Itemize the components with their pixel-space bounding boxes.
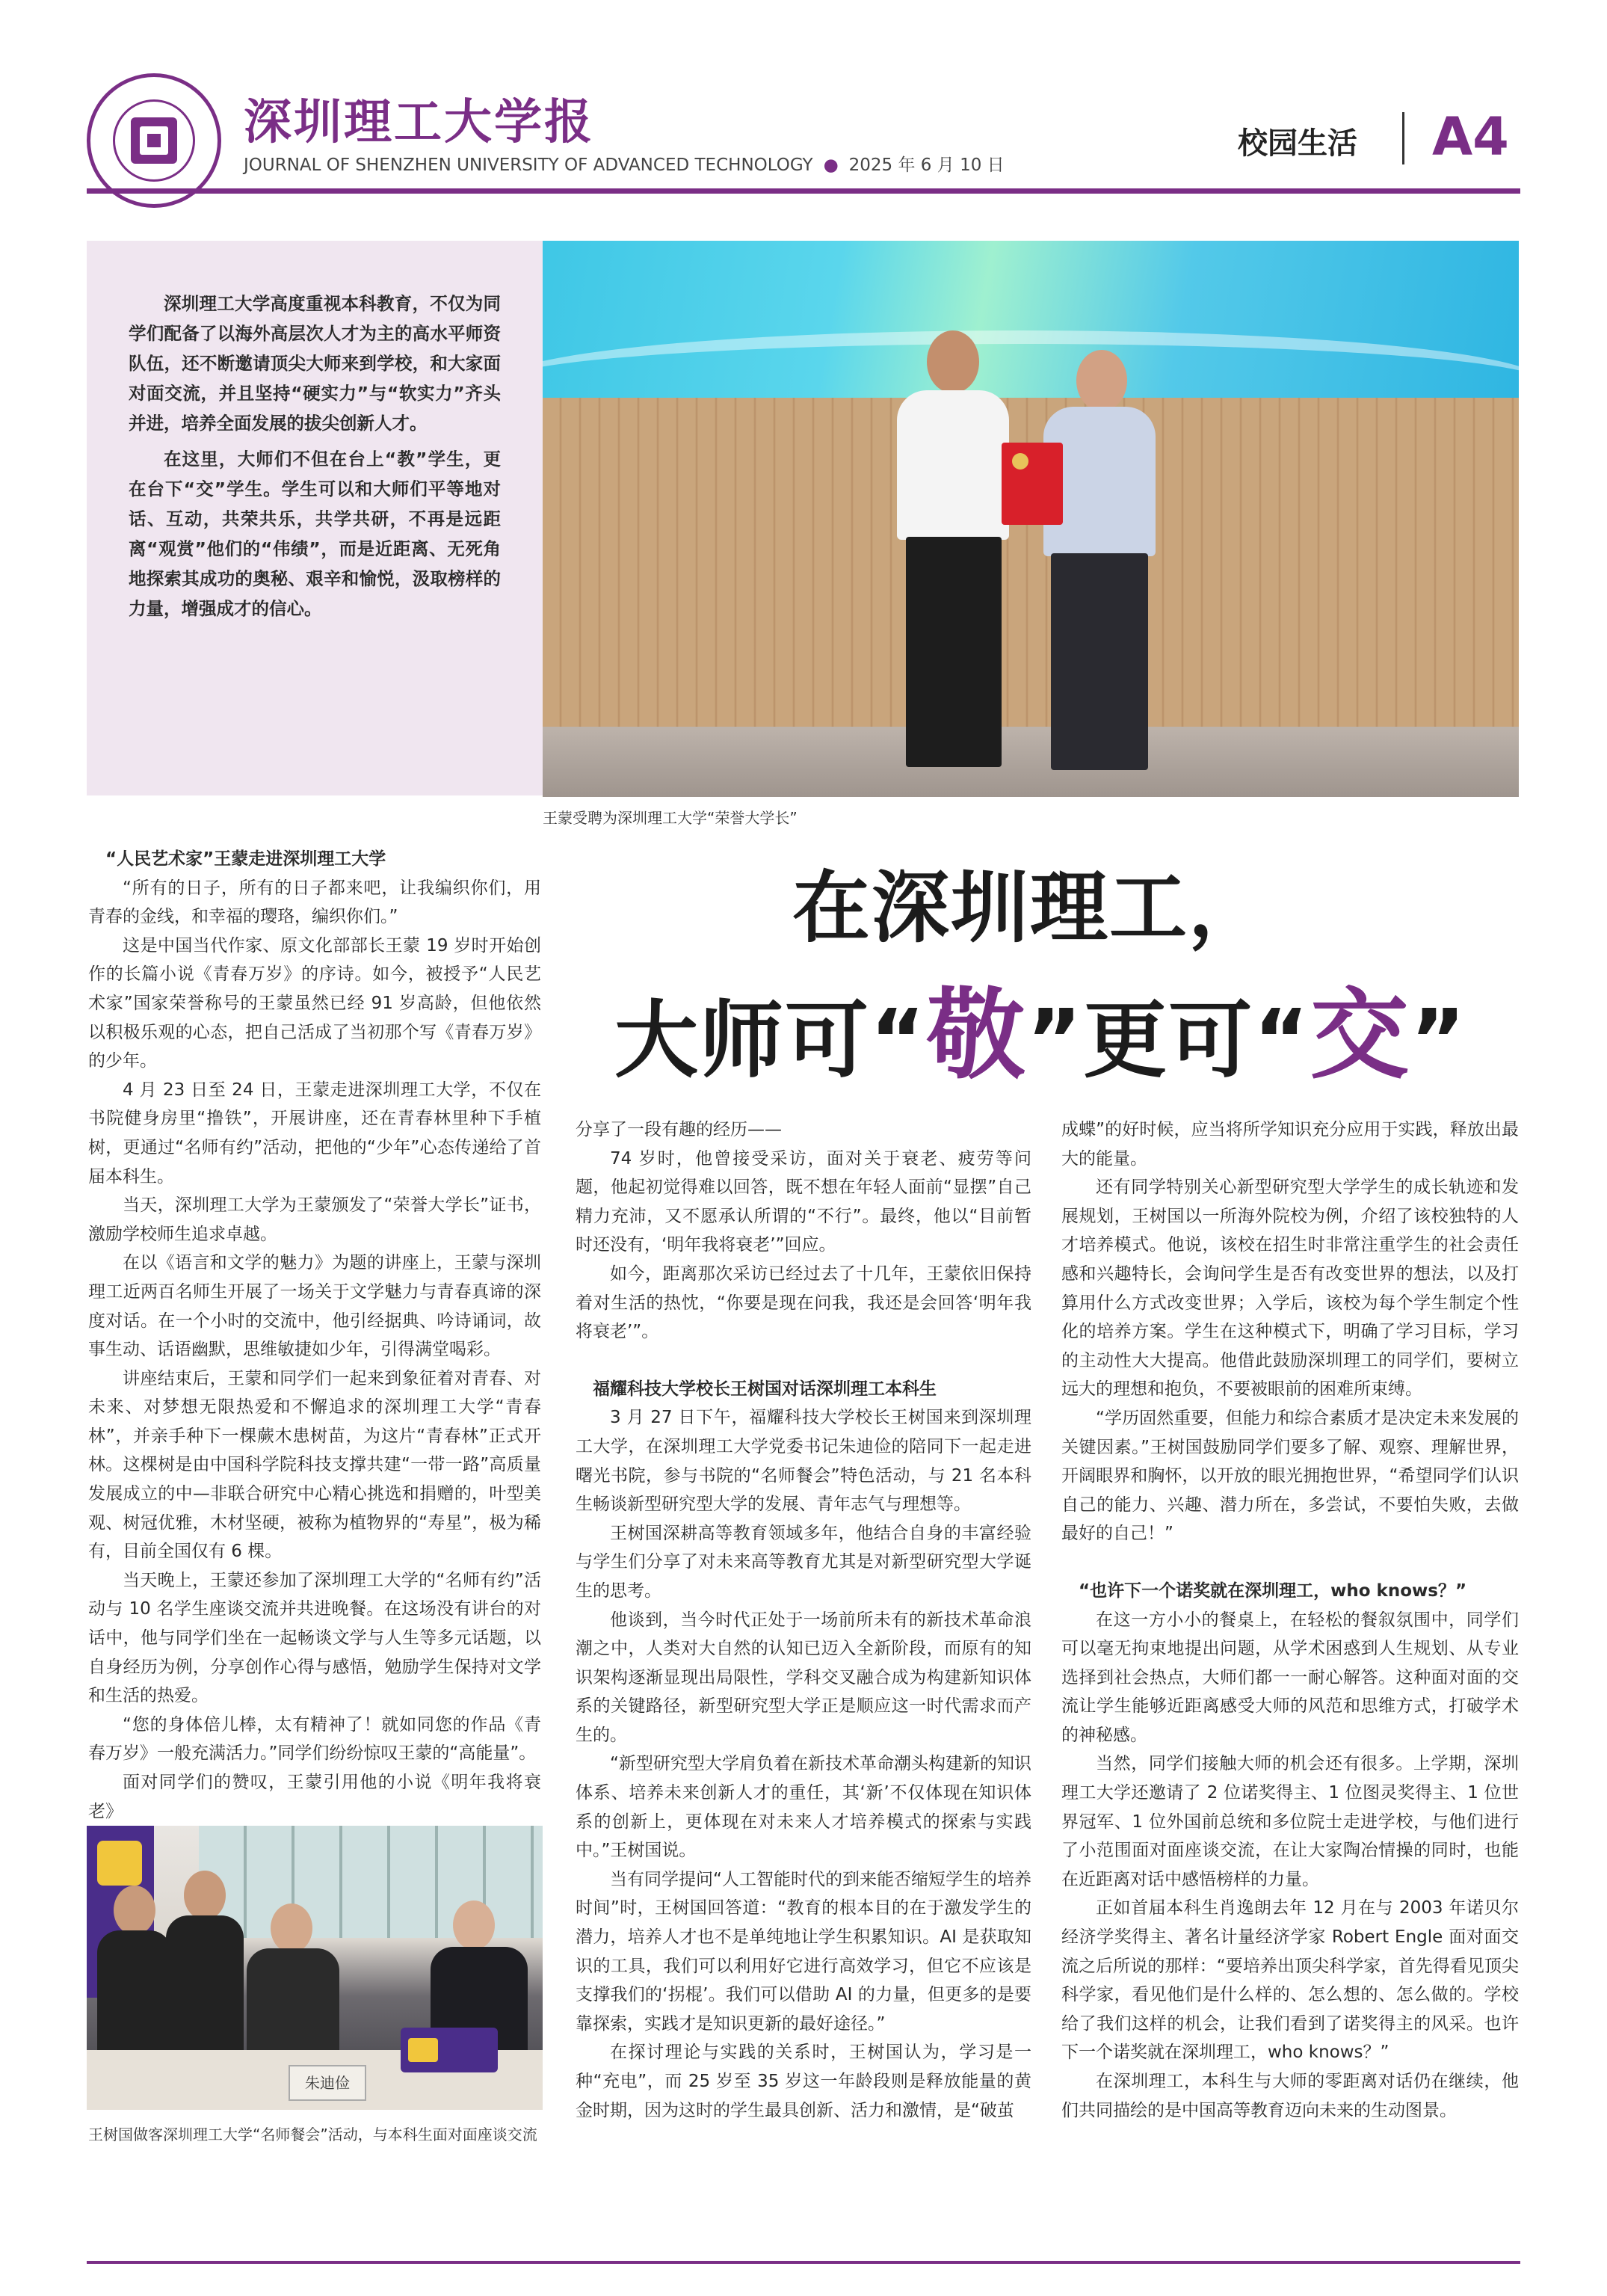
nameplate bbox=[289, 2065, 366, 2101]
paragraph: 还有同学特别关心新型研究型大学学生的成长轨迹和发展规划，王树国以一所海外院校为例，介绍了该校独特的人才培养模式。他说，该校在招生时非常注重学生的社会责任感和兴趣特长，会询问学生是否有改变世界的想法，以及打算用什么方式改变世界；入学后，该校为每个学生制定个性化的培养方案。学生在这种模式下，明确了学习目标，学习的主动性大大提高。他借此鼓励深圳理工的同学们，要树立远大的理想和抱负，不要被眼前的困难所束缚。 bbox=[1061, 1178, 1519, 1400]
article-column-1 bbox=[88, 845, 541, 1826]
student-body bbox=[166, 1915, 244, 2065]
headline-part: 大师可“ bbox=[614, 992, 927, 1089]
paragraph: 他谈到，当今时代正处于一场前所未有的新技术革命浪潮之中，人类对大自然的认知已迈入全新阶段，而原有的知识架构逐渐显现出局限性，学科交叉融合成为构建新知识体系的关键路径，新型研究型大学正是顺应这一时代需求而产生的。 bbox=[576, 1610, 1031, 1745]
paragraph: 正如首届本科生肖逸朗去年 12 月在与 2003 年诺贝尔经济学奖得主、著名计量经济学家 Robert Engle 面对面交流之后所说的那样：“要培养出顶尖科学家，首先得看见顶尖科学家，看见他们是什么样的、怎么想的、怎么做的。学校给了我们这样的机会，让我们看到了诺奖得主的风采。也许下一个诺奖就在深圳理工，who knows？” bbox=[1061, 1898, 1519, 2063]
main-photo-caption: 王蒙受聘为深圳理工大学“荣誉大学长” bbox=[543, 809, 798, 827]
student-body bbox=[97, 1930, 172, 2065]
paragraph: 面对同学们的赞叹，王蒙引用他的小说《明年我将衰老》 bbox=[88, 1773, 541, 1821]
university-logo bbox=[87, 73, 221, 208]
paragraph: 在以《语言和文学的魅力》为题的讲座上，王蒙与深圳理工近两百名师生开展了一场关于文学魅力与青春真谛的深度对话。在一个小时的交流中，他引经据典、吟诗诵词，故事生动、话语幽默，思维敏捷如少年，引得满堂喝彩。 bbox=[88, 1253, 541, 1360]
certificate-icon bbox=[1002, 443, 1063, 525]
logo-seal-icon bbox=[113, 99, 195, 182]
headline-line2 bbox=[614, 955, 1466, 1098]
intro-paragraph: 深圳理工大学高度重视本科教育，不仅为同学们配备了以海外高层次人才为主的高水平师资队伍，还不断邀请顶尖大师来到学校，和大家面对面交流，并且坚持“硬实力”与“软实力”齐头并进，培养全面发展的拔尖创新人才。 bbox=[129, 293, 501, 434]
person-left-body bbox=[897, 390, 1009, 540]
intro-paragraph: 在这里，大师们不但在台上“教”学生，更在台下“交”学生。学生可以和大师们平等地对话、互动，共荣共乐，共学共研，不再是远距离“观赏”他们的“伟绩”，而是近距离、无死角地探索其成功的奥秘、艰辛和愉悦，汲取榜样的力量，增强成才的信心。 bbox=[129, 449, 501, 619]
paragraph: 3 月 27 日下午，福耀科技大学校长王树国来到深圳理工大学，在深圳理工大学党委书记朱迪俭的陪同下一起走进曙光书院，参与书院的“名师餐会”特色活动，与 21 名本科生畅谈新型研究型大学的发展、青年志气与理想等。 bbox=[576, 1408, 1031, 1515]
paragraph: 王树国深耕高等教育领域多年，他结合自身的丰富经验与学生们分享了对未来高等教育尤其是对新型研究型大学诞生的思考。 bbox=[576, 1523, 1031, 1601]
paragraph: 当然，同学们接触大师的机会还有很多。上学期，深圳理工大学还邀请了 2 位诺奖得主、1 位图灵奖得主、1 位世界冠军、1 位外国前总统和多位院士走进学校，与他们进行了小范围面对面座谈交流，在让大家陶冶情操的同时，也能在近距离对话中感悟榜样的力量。 bbox=[1061, 1754, 1519, 1889]
paragraph: 4 月 23 日至 24 日，王蒙走进深圳理工大学，不仅在书院健身房里“撸铁”，开展讲座，还在青春林里种下手植树，更通过“名师有约”活动，把他的“少年”心态传递给了首届本科生。 bbox=[88, 1080, 541, 1187]
person-left-legs bbox=[906, 537, 1002, 767]
headline-line1: 在深圳理工， bbox=[792, 862, 1268, 953]
paragraph: 成蝶”的好时候，应当将所学知识充分应用于实践，释放出最大的能量。 bbox=[1061, 1120, 1519, 1169]
table-sign-icon bbox=[401, 2028, 498, 2072]
dinner-photo bbox=[87, 1826, 543, 2110]
article-column-3 bbox=[1061, 1115, 1519, 2125]
stage-floor bbox=[543, 727, 1519, 797]
nameplate-text: 朱迪俭 bbox=[305, 2074, 350, 2092]
paragraph: 在这一方小小的餐桌上，在轻松的餐叙氛围中，同学们可以毫无拘束地提出问题，从学术困惑到人生规划、从专业选择到社会热点，大师们都一一耐心解答。这种面对面的交流让学生能够近距离感受大师的风范和思维方式，打破学术的神秘感。 bbox=[1061, 1610, 1519, 1745]
headline-emphasis: 交 bbox=[1310, 978, 1410, 1093]
subheading: “也许下一个诺奖就在深圳理工，who knows？” bbox=[1079, 1581, 1467, 1601]
footer-rule bbox=[87, 2261, 1520, 2264]
logo-glyph-icon bbox=[131, 117, 177, 164]
guest-head bbox=[271, 1903, 312, 1953]
intro-box bbox=[87, 241, 543, 795]
student-head bbox=[184, 1871, 226, 1920]
paragraph: “新型研究型大学肩负着在新技术革命潮头构建新的知识体系、培养未来创新人才的重任，其‘新’不仅体现在知识体系的创新上，更体现在对未来人才培养模式的探索与实践中。”王树国说。 bbox=[576, 1754, 1031, 1861]
masthead-subtitle bbox=[244, 151, 1005, 176]
dinner-photo-caption: 王树国做客深圳理工大学“名师餐会”活动，与本科生面对面座谈交流 bbox=[88, 2126, 537, 2143]
paragraph: 分享了一段有趣的经历—— bbox=[576, 1120, 782, 1139]
headline-emphasis: 敬 bbox=[926, 978, 1027, 1093]
header-divider bbox=[1402, 112, 1404, 164]
masthead-title: 深圳理工大学报 bbox=[244, 95, 594, 150]
person-left-head bbox=[927, 330, 979, 393]
paragraph: 当有同学提问“人工智能时代的到来能否缩短学生的培养时间”时，王树国回答道：“教育的根本目的在于激发学生的潜力，培养人才也不是单纯地让学生积累知识。AI 是获取知识的工具，我们可以利用好它进行高效学习，但它不应该是支撑我们的‘拐棍’。我们可以借助 AI 的力量，但更多的是要靠探索，实践才是知识更新的最好途径。” bbox=[576, 1869, 1031, 2034]
paragraph: 在深圳理工，本科生与大师的零距离对话仍在继续，他们共同描绘的是中国高等教育迈向未来的生动图景。 bbox=[1061, 2072, 1519, 2120]
paragraph: 当天晚上，王蒙还参加了深圳理工大学的“名师有约”活动与 10 名学生座谈交流并共进晚餐。在这场没有讲台的对话中，他与同学们坐在一起畅谈文学与人生等多元话题，以自身经历为例，分享创作心得与感悟，勉励学生保持对文学和生活的热爱。 bbox=[88, 1570, 541, 1706]
bullet-dot-icon: ● bbox=[823, 156, 839, 175]
main-photo bbox=[543, 241, 1519, 797]
article-column-2 bbox=[576, 1115, 1031, 2125]
paragraph: 讲座结束后，王蒙和同学们一起来到象征着对青春、对未来、对梦想无限热爱和不懈追求的深圳理工大学“青春林”，并亲手种下一棵蕨木患树苗，为这片“青春林”正式开林。这棵树是由中国科学院科技支撑共建“一带一路”高质量发展成立的中—非联合研究中心精心挑选和捐赠的，叶型美观、树冠优雅，木材坚硬，被称为植物界的“寿星”，极为稀有，目前全国仅有 6 棵。 bbox=[88, 1368, 541, 1562]
paragraph: 在探讨理论与实践的关系时，王树国认为，学习是一种“充电”，而 25 岁至 35 岁这一年龄段则是释放能量的黄金时期，因为这时的学生最具创新、活力和激情，是“破茧 bbox=[576, 2043, 1031, 2120]
section-name: 校园生活 bbox=[1238, 126, 1357, 161]
page-number: A4 bbox=[1432, 106, 1509, 167]
paragraph: “学历固然重要，但能力和综合素质才是决定未来发展的关键因素。”王树国鼓励同学们要多了解、观察、理解世界，开阔眼界和胸怀，以开放的眼光拥抱世界，“希望同学们认识自己的能力、兴趣、潜力所在，多尝试，不要怕失败，去做最好的自己！” bbox=[1061, 1408, 1519, 1544]
subheading: “人民艺术家”王蒙走进深圳理工大学 bbox=[105, 849, 386, 869]
issue-date: 2025 年 6 月 10 日 bbox=[848, 156, 1005, 175]
paragraph: 当天，深圳理工大学为王蒙颁发了“荣誉大学长”证书，激励学校师生追求卓越。 bbox=[88, 1195, 541, 1244]
paragraph: 这是中国当代作家、原文化部部长王蒙 19 岁时开始创作的长篇小说《青春万岁》的序诗。如今，被授予“人民艺术家”国家荣誉称号的王蒙虽然已经 91 岁高龄，但他依然以积极乐观的心态，把自己活成了当初那个写《青春万岁》的少年。 bbox=[88, 935, 541, 1071]
headline-part: ”更可“ bbox=[1026, 992, 1310, 1089]
masthead-subtitle-en: JOURNAL OF SHENZHEN UNIVERSITY OF ADVANCED TECHNOLOGY bbox=[244, 156, 813, 175]
student-head bbox=[114, 1886, 155, 1935]
headline-part: ” bbox=[1410, 992, 1467, 1089]
paragraph: “所有的日子，所有的日子都来吧，让我编织你们，用青春的金线，和幸福的璎珞，编织你们。” bbox=[88, 878, 541, 927]
person-right-legs bbox=[1051, 553, 1148, 770]
subheading: 福耀科技大学校长王树国对话深圳理工本科生 bbox=[593, 1379, 937, 1399]
host-head bbox=[453, 1900, 495, 1950]
paragraph: 74 岁时，他曾接受采访，面对关于衰老、疲劳等问题，他起初觉得难以回答，既不想在年轻人面前“显摆”自己精力充沛，又不愿承认所谓的“不行”。最终，他以“目前暂时还没有，‘明年我将衰老’”回应。 bbox=[576, 1148, 1031, 1255]
paragraph: 如今，距离那次采访已经过去了十几年，王蒙依旧保持着对生活的热忱，“你要是现在问我，我还是会回答‘明年我将衰老’”。 bbox=[576, 1264, 1031, 1342]
person-right-head bbox=[1076, 350, 1127, 411]
paragraph: “您的身体倍儿棒，太有精神了！就如同您的作品《青春万岁》一般充满活力。”同学们纷纷惊叹王蒙的“高能量”。 bbox=[88, 1714, 541, 1764]
header-rule bbox=[87, 188, 1520, 194]
